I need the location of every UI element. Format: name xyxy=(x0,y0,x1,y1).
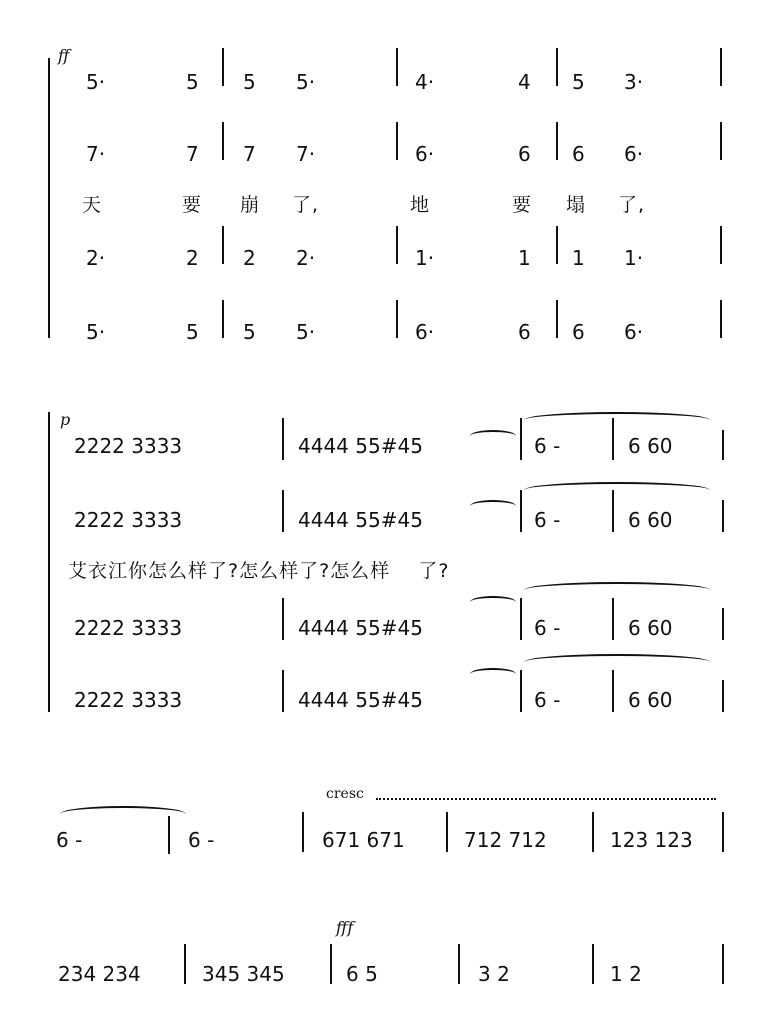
dynamic-marking: ff xyxy=(58,46,70,65)
note: 7· xyxy=(86,142,106,166)
note: 7 xyxy=(186,142,199,166)
note: 1 xyxy=(518,246,531,270)
note-group: 6 5 xyxy=(346,962,378,986)
note-group: 3 2 xyxy=(478,962,510,986)
note: 5· xyxy=(86,320,106,344)
note-group: 2222 3333 xyxy=(74,688,183,712)
note-group: 6 60 xyxy=(628,434,673,458)
note: 6· xyxy=(624,142,644,166)
barline xyxy=(722,944,724,984)
lyric-syllable: 要 xyxy=(512,194,533,216)
lyric-line: 艾衣江你怎么样了?怎么样了?怎么样 了? xyxy=(68,560,450,582)
note-group: 6 60 xyxy=(628,508,673,532)
note-group: 2222 3333 xyxy=(74,434,183,458)
lyric-syllable: 崩 xyxy=(240,194,261,216)
note-group: 6 - xyxy=(534,688,561,712)
note-group: 1 2 xyxy=(610,962,642,986)
barline xyxy=(184,944,186,984)
crescendo-marking: cresc xyxy=(326,786,364,802)
note-group: 4444 55#45 xyxy=(298,508,423,532)
note: 3· xyxy=(624,70,644,94)
note: 5 xyxy=(243,320,256,344)
note: 1· xyxy=(624,246,644,270)
lyric-syllable: 塌 xyxy=(566,194,587,216)
note: 2 xyxy=(243,246,256,270)
note-group: 6 60 xyxy=(628,616,673,640)
note: 7 xyxy=(243,142,256,166)
note: 6· xyxy=(415,142,435,166)
note: 5 xyxy=(572,70,585,94)
note: 2· xyxy=(296,246,316,270)
note: 1· xyxy=(415,246,435,270)
barline xyxy=(330,944,332,984)
note: 6 xyxy=(572,320,585,344)
note-group: 123 123 xyxy=(610,828,693,852)
lyric-syllable: 地 xyxy=(410,194,431,216)
note: 6 xyxy=(572,142,585,166)
note: 5· xyxy=(296,70,316,94)
note-group: 234 234 xyxy=(58,962,141,986)
note: 5 xyxy=(186,320,199,344)
note-group: 671 671 xyxy=(322,828,405,852)
note: 6· xyxy=(624,320,644,344)
note: 5· xyxy=(86,70,106,94)
note-group: 6 - xyxy=(534,434,561,458)
note-group: 712 712 xyxy=(464,828,547,852)
lyric-syllable: 了, xyxy=(618,194,646,216)
lyric-syllable: 天 xyxy=(82,194,103,216)
note-group: 6 - xyxy=(534,616,561,640)
note-group: 4444 55#45 xyxy=(298,616,423,640)
note-group: 6 - xyxy=(534,508,561,532)
note: 4· xyxy=(415,70,435,94)
note: 5· xyxy=(296,320,316,344)
note-group: 6 - xyxy=(56,828,83,852)
note-group: 6 - xyxy=(188,828,215,852)
note: 2 xyxy=(186,246,199,270)
dynamic-marking: fff xyxy=(336,918,354,937)
note-group: 345 345 xyxy=(202,962,285,986)
note-group: 2222 3333 xyxy=(74,508,183,532)
note-group: 2222 3333 xyxy=(74,616,183,640)
dynamic-marking: p xyxy=(60,410,71,429)
note: 5 xyxy=(186,70,199,94)
note: 6· xyxy=(415,320,435,344)
barline xyxy=(592,944,594,984)
note: 7· xyxy=(296,142,316,166)
note: 6 xyxy=(518,320,531,344)
note-group: 4444 55#45 xyxy=(298,688,423,712)
note-group: 4444 55#45 xyxy=(298,434,423,458)
note: 2· xyxy=(86,246,106,270)
note: 6 xyxy=(518,142,531,166)
note: 5 xyxy=(243,70,256,94)
lyric-syllable: 了, xyxy=(292,194,320,216)
note-group: 6 60 xyxy=(628,688,673,712)
note: 1 xyxy=(572,246,585,270)
lyric-syllable: 要 xyxy=(182,194,203,216)
note: 4 xyxy=(518,70,531,94)
barline xyxy=(458,944,460,984)
